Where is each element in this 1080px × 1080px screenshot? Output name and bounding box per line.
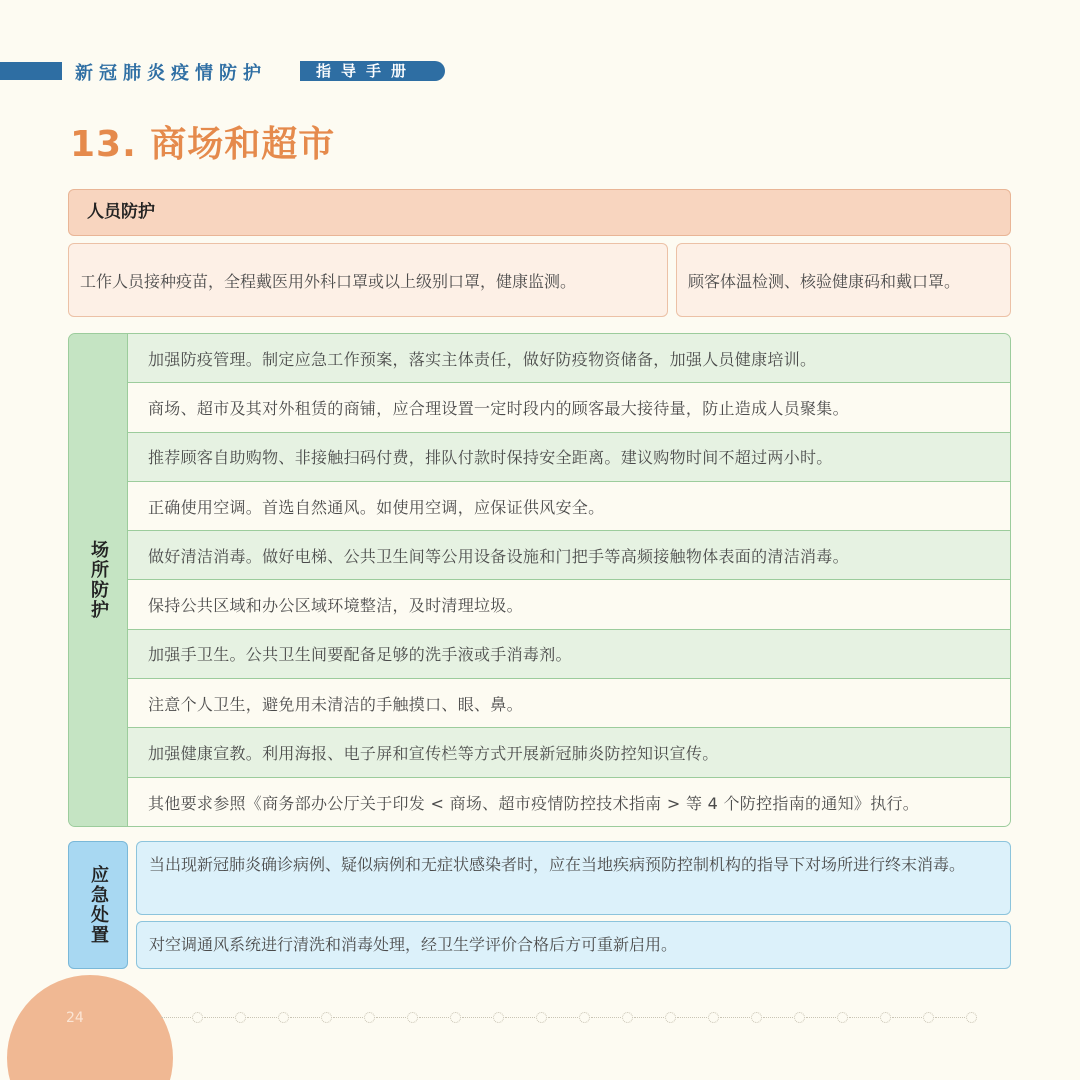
table-row: 做好清洁消毒。做好电梯、公共卫生间等公用设备设施和门把手等高频接触物体表面的清洁消毒。 bbox=[128, 531, 1010, 580]
series-title: 新冠肺炎疫情防护 bbox=[75, 63, 267, 84]
table-row: 加强手卫生。公共卫生间要配备足够的洗手液或手消毒剂。 bbox=[128, 630, 1010, 679]
page-number-circle bbox=[7, 975, 173, 1080]
table-row: 注意个人卫生，避免用未清洁的手触摸口、眼、鼻。 bbox=[128, 679, 1010, 728]
personal-protection-staff: 工作人员接种疫苗，全程戴医用外科口罩或以上级别口罩，健康监测。 bbox=[68, 243, 668, 317]
dotted-chain-decoration bbox=[160, 1010, 1020, 1024]
page-title: 13. 商场和超市 bbox=[70, 124, 336, 165]
table-row: 保持公共区域和办公区域环境整洁，及时清理垃圾。 bbox=[128, 580, 1010, 629]
venue-protection-label: 场所防护 bbox=[69, 334, 127, 826]
table-row: 加强防疫管理。制定应急工作预案，落实主体责任，做好防疫物资储备，加强人员健康培训。 bbox=[128, 334, 1010, 383]
table-row: 其他要求参照《商务部办公厅关于印发 < 商场、超市疫情防控技术指南 > 等 4 个防控指南的通知》执行。 bbox=[128, 778, 1010, 827]
personal-protection-customers: 顾客体温检测、核验健康码和戴口罩。 bbox=[676, 243, 1011, 317]
emergency-label: 应急处置 bbox=[68, 841, 128, 969]
personal-protection-heading: 人员防护 bbox=[68, 189, 1011, 236]
page-number: 24 bbox=[66, 1010, 84, 1026]
venue-protection-table bbox=[68, 333, 1011, 827]
table-row: 推荐顾客自助购物、非接触扫码付费，排队付款时保持安全距离。建议购物时间不超过两小时。 bbox=[128, 433, 1010, 482]
table-row: 加强健康宣教。利用海报、电子屏和宣传栏等方式开展新冠肺炎防控知识宣传。 bbox=[128, 728, 1010, 777]
emergency-row: 当出现新冠肺炎确诊病例、疑似病例和无症状感染者时，应在当地疾病预防控制机构的指导下对场所进行终末消毒。 bbox=[136, 841, 1011, 915]
handbook-pill: 指导手册 bbox=[300, 61, 445, 81]
header-accent-bar bbox=[0, 62, 62, 80]
venue-protection-rows bbox=[127, 334, 1010, 826]
table-row: 商场、超市及其对外租赁的商铺，应合理设置一定时段内的顾客最大接待量，防止造成人员聚集。 bbox=[128, 383, 1010, 432]
table-row: 正确使用空调。首选自然通风。如使用空调，应保证供风安全。 bbox=[128, 482, 1010, 531]
emergency-row: 对空调通风系统进行清洗和消毒处理，经卫生学评价合格后方可重新启用。 bbox=[136, 921, 1011, 969]
